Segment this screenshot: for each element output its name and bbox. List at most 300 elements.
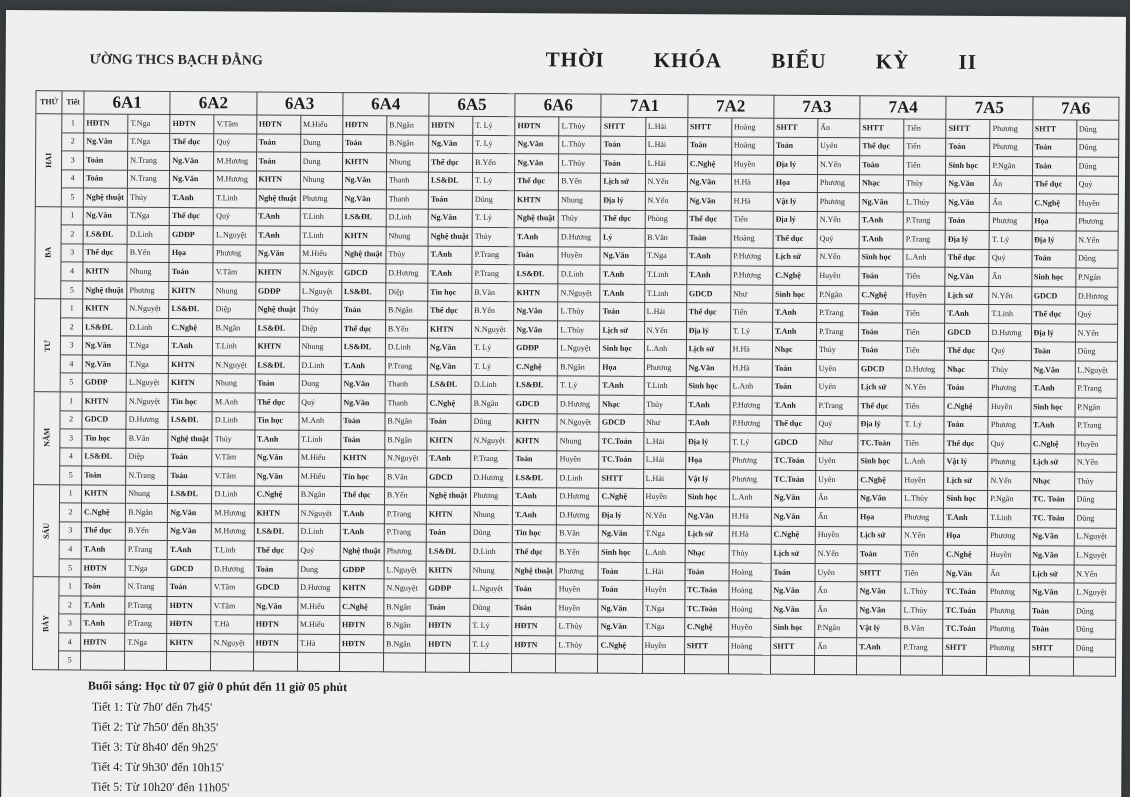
- teacher-cell: T.Nga: [128, 133, 170, 152]
- teacher-cell: Quý: [989, 342, 1031, 361]
- subject-cell: HĐTN: [84, 114, 128, 133]
- teacher-cell: B.Ngân: [126, 503, 168, 522]
- subject-cell: HĐTN: [81, 559, 125, 578]
- subject-cell: Toán: [601, 154, 645, 173]
- teacher-cell: B.Ngân: [558, 358, 600, 377]
- teacher-cell: Phương: [989, 379, 1031, 398]
- subject-cell: Thể dục: [1031, 305, 1075, 324]
- teacher-cell: P.Trang: [471, 450, 513, 469]
- title-word: KỲ: [875, 49, 910, 74]
- subject-cell: Ng.Văn: [341, 394, 385, 413]
- subject-cell: T.Anh: [513, 487, 557, 506]
- title-word: II: [958, 49, 978, 74]
- teacher-cell: M.Hiếu: [300, 245, 342, 264]
- subject-cell: LS&ĐL: [513, 376, 557, 395]
- teacher-cell: T.Linh: [989, 305, 1031, 324]
- teacher-cell: Huyền: [728, 618, 770, 637]
- subject-cell: Thể dục: [944, 434, 988, 453]
- teacher-cell: Nhung: [470, 506, 512, 525]
- subject-cell: [857, 656, 901, 675]
- teacher-cell: M.Hương: [214, 170, 256, 189]
- teacher-cell: Hoàng: [731, 118, 773, 137]
- class-header: 6A4: [343, 93, 429, 117]
- teacher-cell: M.Anh: [212, 393, 254, 412]
- teacher-cell: Diệp: [126, 448, 168, 467]
- teacher-cell: P.Ngân: [815, 619, 857, 638]
- teacher-cell: Quý: [1075, 305, 1117, 324]
- subject-cell: C.Nghệ: [944, 397, 988, 416]
- teacher-cell: Quý: [816, 415, 858, 434]
- teacher-cell: N.Trang: [128, 170, 170, 189]
- subject-cell: HĐTN: [339, 634, 383, 653]
- teacher-cell: H.Hà: [731, 192, 773, 211]
- subject-cell: Thể dục: [512, 543, 556, 562]
- teacher-cell: Phương: [987, 583, 1029, 602]
- teacher-cell: T. Lý: [471, 357, 513, 376]
- subject-cell: Thể dục: [601, 210, 645, 229]
- subject-cell: Lịch sử: [944, 471, 988, 490]
- subject-cell: KHTN: [83, 299, 127, 318]
- teacher-cell: Huyền: [643, 488, 685, 507]
- teacher-cell: D.Linh: [470, 543, 512, 562]
- teacher-cell: Dũng: [471, 413, 513, 432]
- subject-cell: [598, 655, 642, 674]
- subject-cell: KHTN: [514, 191, 558, 210]
- teacher-cell: V.Tâm: [212, 448, 254, 467]
- subject-cell: GDĐP: [169, 226, 213, 245]
- teacher-cell: N.Yến: [645, 173, 687, 192]
- subject-cell: Tin học: [512, 524, 556, 543]
- teacher-cell: L.Hải: [643, 469, 685, 488]
- teacher-cell: B.Ngân: [471, 394, 513, 413]
- teacher-cell: Quý: [299, 393, 341, 412]
- subject-cell: Ng.Văn: [342, 171, 386, 190]
- teacher-cell: P.Trang: [901, 638, 943, 657]
- subject-cell: Địa lý: [858, 415, 902, 434]
- teacher-cell: Thủy: [904, 175, 946, 194]
- teacher-cell: [211, 652, 253, 671]
- teacher-cell: V.Tâm: [212, 467, 254, 486]
- teacher-cell: Phương: [990, 138, 1032, 157]
- subject-cell: Toán: [1031, 249, 1075, 268]
- subject-cell: HĐTN: [429, 116, 473, 135]
- teacher-cell: T.Nga: [126, 355, 168, 374]
- teacher-cell: Dũng: [472, 190, 514, 209]
- teacher-cell: Diệp: [299, 319, 341, 338]
- teacher-cell: Phương: [471, 487, 513, 506]
- teacher-cell: P.Hương: [730, 414, 772, 433]
- teacher-cell: N.Yến: [989, 286, 1031, 305]
- teacher-cell: N.Trang: [125, 578, 167, 597]
- subject-cell: Tin học: [168, 392, 212, 411]
- subject-cell: LS&ĐL: [341, 282, 385, 301]
- subject-cell: Toán: [859, 304, 903, 323]
- subject-cell: Lịch sử: [686, 340, 730, 359]
- subject-cell: [770, 656, 814, 675]
- period-number: 1: [62, 114, 84, 133]
- subject-cell: SHTT: [1032, 120, 1076, 139]
- day-column-header: THỨ: [36, 91, 62, 114]
- teacher-cell: Phương: [556, 562, 598, 581]
- subject-cell: Nghệ thuật: [428, 227, 472, 246]
- subject-cell: C.Nghệ: [859, 285, 903, 304]
- subject-cell: LS&ĐL: [83, 318, 127, 337]
- subject-cell: Họa: [685, 451, 729, 470]
- subject-cell: Toán: [859, 323, 903, 342]
- teacher-cell: Huyền: [557, 450, 599, 469]
- period-number: 4: [61, 262, 83, 281]
- day-label: SÁU: [33, 484, 60, 577]
- subject-cell: Toán: [512, 580, 556, 599]
- teacher-cell: L.Thủy: [901, 601, 943, 620]
- subject-cell: Họa: [944, 527, 988, 546]
- subject-cell: GDCD: [82, 410, 126, 429]
- subject-cell: [943, 657, 987, 676]
- teacher-cell: N.Yến: [815, 545, 857, 564]
- teacher-cell: Thủy: [1074, 472, 1116, 491]
- teacher-cell: Nhung: [127, 262, 169, 281]
- teacher-cell: T.Linh: [212, 541, 254, 560]
- teacher-cell: T.Linh: [298, 430, 340, 449]
- subject-cell: Ng.Văn: [253, 597, 297, 616]
- teacher-cell: Uyên: [818, 137, 860, 156]
- subject-cell: GDCD: [945, 323, 989, 342]
- teacher-cell: D.Linh: [299, 356, 341, 375]
- teacher-cell: P.Trang: [125, 596, 167, 615]
- period-time: Tiết 5: Từ 10h20' đến 11h05': [91, 779, 230, 795]
- teacher-cell: Tiến: [902, 434, 944, 453]
- subject-cell: Nghệ thuật: [83, 188, 127, 207]
- subject-cell: T.Anh: [600, 265, 644, 284]
- teacher-cell: Ấn: [990, 175, 1032, 194]
- subject-cell: C.Nghệ: [81, 503, 125, 522]
- subject-cell: C.Nghệ: [169, 318, 213, 337]
- subject-cell: Ng.Văn: [429, 135, 473, 154]
- teacher-cell: N.Yến: [1076, 231, 1118, 250]
- subject-cell: Sinh học: [944, 490, 988, 509]
- subject-cell: C.Nghệ: [599, 488, 643, 507]
- subject-cell: Toán: [1032, 157, 1076, 176]
- subject-cell: Ng.Văn: [600, 247, 644, 266]
- period-number: 3: [59, 522, 81, 541]
- subject-cell: TC.Toán: [858, 434, 902, 453]
- subject-cell: T.Anh: [686, 396, 730, 415]
- subject-cell: Toán: [82, 466, 126, 485]
- teacher-cell: Phương: [644, 358, 686, 377]
- teacher-cell: N.Nguyệt: [126, 392, 168, 411]
- subject-cell: Toán: [771, 563, 815, 582]
- teacher-cell: B.Vân: [472, 283, 514, 302]
- teacher-cell: L.Thủy: [559, 154, 601, 173]
- subject-cell: T.Anh: [81, 614, 125, 633]
- teacher-cell: N.Nguyệt: [211, 634, 253, 653]
- subject-cell: Ng.Văn: [771, 581, 815, 600]
- subject-cell: [81, 651, 125, 670]
- teacher-cell: B.Yến: [472, 302, 514, 321]
- subject-cell: Ng.Văn: [771, 600, 815, 619]
- subject-cell: T.Anh: [944, 508, 988, 527]
- teacher-cell: D.Linh: [212, 411, 254, 430]
- period-number: 2: [61, 225, 83, 244]
- period-number: 2: [59, 596, 81, 615]
- teacher-cell: [642, 655, 684, 674]
- subject-cell: KHTN: [256, 171, 300, 190]
- period-number: 4: [60, 447, 82, 466]
- subject-cell: Nghệ thuật: [342, 245, 386, 264]
- teacher-cell: D.Linh: [127, 318, 169, 337]
- teacher-cell: P.Hương: [731, 248, 773, 267]
- subject-cell: T.Anh: [1031, 379, 1075, 398]
- teacher-cell: B.Ngân: [387, 116, 429, 135]
- teacher-cell: M.Hương: [212, 522, 254, 541]
- subject-cell: T.Anh: [857, 638, 901, 657]
- subject-cell: Toán: [168, 467, 212, 486]
- day-label: TƯ: [34, 299, 61, 392]
- subject-cell: C.Nghệ: [773, 266, 817, 285]
- subject-cell: Ng.Văn: [1030, 527, 1074, 546]
- subject-cell: Toán: [84, 151, 128, 170]
- subject-cell: T.Anh: [686, 414, 730, 433]
- teacher-cell: Như: [730, 285, 772, 304]
- teacher-cell: Dũng: [1076, 157, 1118, 176]
- teacher-cell: N.Nguyệt: [127, 300, 169, 319]
- subject-cell: Thể dục: [860, 137, 904, 156]
- teacher-cell: Tiến: [902, 397, 944, 416]
- teacher-cell: D.Hương: [558, 228, 600, 247]
- teacher-cell: Huyền: [558, 247, 600, 266]
- teacher-cell: T. Lý: [472, 209, 514, 228]
- teacher-cell: Thủy: [299, 301, 341, 320]
- teacher-cell: Phương: [213, 244, 255, 263]
- teacher-cell: D.Hương: [557, 506, 599, 525]
- teacher-cell: L.Thủy: [559, 117, 601, 136]
- teacher-cell: N.Yến: [988, 472, 1030, 491]
- class-header: 6A5: [429, 93, 515, 117]
- teacher-cell: Dung: [300, 134, 342, 153]
- teacher-cell: B.Yến: [556, 543, 598, 562]
- subject-cell: Nhạc: [945, 360, 989, 379]
- subject-cell: Toán: [859, 267, 903, 286]
- period-number: 1: [60, 392, 82, 411]
- subject-cell: Địa lý: [945, 230, 989, 249]
- teacher-cell: Ấn: [815, 508, 857, 527]
- teacher-cell: T. Lý: [472, 172, 514, 191]
- subject-cell: LS&ĐL: [427, 376, 471, 395]
- teacher-cell: N.Nguyệt: [471, 431, 513, 450]
- subject-cell: Ng.Văn: [945, 267, 989, 286]
- timetable: [32, 90, 1120, 677]
- teacher-cell: D.Hương: [1075, 287, 1117, 306]
- teacher-cell: M.Anh: [299, 412, 341, 431]
- period-time: Tiết 2: Từ 7h50' đến 8h35': [91, 719, 219, 735]
- teacher-cell: N.Nguyệt: [298, 504, 340, 523]
- teacher-cell: D.Hương: [902, 360, 944, 379]
- subject-cell: KHTN: [83, 262, 127, 281]
- teacher-cell: Quý: [988, 435, 1030, 454]
- teacher-cell: T.Nga: [642, 618, 684, 637]
- page-title: [546, 47, 1026, 75]
- subject-cell: Họa: [1032, 212, 1076, 231]
- teacher-cell: N.Yến: [1074, 454, 1116, 473]
- teacher-cell: P.Ngân: [1075, 268, 1117, 287]
- subject-cell: KHTN: [254, 504, 298, 523]
- subject-cell: LS&ĐL: [254, 523, 298, 542]
- teacher-cell: D.Hương: [989, 323, 1031, 342]
- teacher-cell: Hoàng: [729, 563, 771, 582]
- teacher-cell: Phương: [1076, 213, 1118, 232]
- teacher-cell: L.Nguyệt: [1074, 546, 1116, 565]
- subject-cell: Thể dục: [81, 522, 125, 541]
- day-label: BA: [35, 206, 62, 299]
- period-number: 2: [61, 318, 83, 337]
- subject-cell: T.Anh: [428, 264, 472, 283]
- period-number: 4: [61, 169, 83, 188]
- subject-cell: Sinh học: [1031, 398, 1075, 417]
- teacher-cell: Phương: [127, 281, 169, 300]
- period-number: 1: [61, 206, 83, 225]
- subject-cell: T.Anh: [600, 284, 644, 303]
- teacher-cell: L.Thủy: [901, 582, 943, 601]
- teacher-cell: Huyền: [556, 580, 598, 599]
- teacher-cell: M.Hương: [212, 504, 254, 523]
- subject-cell: Ng.Văn: [946, 175, 990, 194]
- teacher-cell: N.Yến: [645, 192, 687, 211]
- subject-cell: Ng.Văn: [84, 133, 128, 152]
- subject-cell: Toán: [598, 562, 642, 581]
- day-label: NĂM: [34, 392, 61, 485]
- subject-cell: Thể dục: [515, 172, 559, 191]
- subject-cell: Sinh học: [773, 285, 817, 304]
- teacher-cell: Dung: [298, 560, 340, 579]
- subject-cell: Tin học: [428, 283, 472, 302]
- teacher-cell: Phương: [987, 601, 1029, 620]
- teacher-cell: B.Ngân: [384, 616, 426, 635]
- teacher-cell: Phương: [990, 120, 1032, 139]
- teacher-cell: T.Nga: [127, 337, 169, 356]
- teacher-cell: M.Hiếu: [297, 616, 339, 635]
- teacher-cell: H.Hà: [731, 174, 773, 193]
- teacher-cell: Thủy: [386, 246, 428, 265]
- teacher-cell: Phương: [817, 193, 859, 212]
- teacher-cell: L.Nguyệt: [1074, 528, 1116, 547]
- teacher-cell: D.Linh: [385, 338, 427, 357]
- subject-cell: KHTN: [169, 355, 213, 374]
- teacher-cell: Nhung: [386, 227, 428, 246]
- teacher-cell: L.Nguyệt: [1075, 361, 1117, 380]
- teacher-cell: T.Linh: [644, 284, 686, 303]
- subject-cell: T.Anh: [772, 304, 816, 323]
- teacher-cell: Quý: [1076, 176, 1118, 195]
- teacher-cell: Dũng: [1073, 602, 1115, 621]
- teacher-cell: T. Lý: [989, 231, 1031, 250]
- teacher-cell: N.Trang: [128, 151, 170, 170]
- subject-cell: T.Anh: [170, 189, 214, 208]
- period-number: 5: [59, 559, 81, 578]
- teacher-cell: L.Thủy: [556, 636, 598, 655]
- teacher-cell: Dũng: [470, 524, 512, 543]
- subject-cell: Thể dục: [945, 342, 989, 361]
- teacher-cell: Phương: [384, 542, 426, 561]
- teacher-cell: L.Anh: [644, 340, 686, 359]
- subject-cell: KHTN: [426, 505, 470, 524]
- subject-cell: TC. Toán: [1030, 509, 1074, 528]
- teacher-cell: L.Thủy: [559, 135, 601, 154]
- teacher-cell: Tiến: [904, 119, 946, 138]
- teacher-cell: P.Hương: [730, 396, 772, 415]
- teacher-cell: Tiến: [904, 156, 946, 175]
- subject-cell: Sinh học: [685, 488, 729, 507]
- subject-cell: LS&ĐL: [342, 208, 386, 227]
- teacher-cell: Hoàng: [729, 600, 771, 619]
- subject-cell: Ng.Văn: [515, 135, 559, 154]
- teacher-cell: N.Nguyệt: [299, 264, 341, 283]
- subject-cell: LS&ĐL: [514, 265, 558, 284]
- teacher-cell: B.Yến: [127, 244, 169, 263]
- teacher-cell: L.Hải: [645, 136, 687, 155]
- teacher-cell: [1073, 657, 1115, 676]
- teacher-cell: N.Nguyệt: [472, 320, 514, 339]
- subject-cell: GDĐP: [514, 339, 558, 358]
- teacher-cell: Thủy: [472, 228, 514, 247]
- subject-cell: Lịch sử: [945, 286, 989, 305]
- subject-cell: Toán: [254, 560, 298, 579]
- subject-cell: Ng.Văn: [598, 599, 642, 618]
- teacher-cell: Nhung: [126, 485, 168, 504]
- teacher-cell: Huyền: [1076, 194, 1118, 213]
- subject-cell: Nhạc: [772, 341, 816, 360]
- teacher-cell: Thủy: [212, 430, 254, 449]
- teacher-cell: Tiến: [731, 211, 773, 230]
- subject-cell: Sinh học: [686, 377, 730, 396]
- teacher-cell: N.Yến: [902, 378, 944, 397]
- teacher-cell: Diệp: [386, 283, 428, 302]
- teacher-cell: D.Linh: [127, 225, 169, 244]
- teacher-cell: T. Lý: [473, 135, 515, 154]
- subject-cell: Toán: [685, 562, 729, 581]
- teacher-cell: Phương: [300, 189, 342, 208]
- subject-cell: [253, 652, 297, 671]
- subject-cell: LS&ĐL: [168, 485, 212, 504]
- subject-cell: Ng.Văn: [1029, 583, 1073, 602]
- subject-cell: T.Anh: [513, 506, 557, 525]
- subject-cell: Toán: [1029, 620, 1073, 639]
- subject-cell: Ng.Văn: [427, 338, 471, 357]
- subject-cell: T.Anh: [254, 430, 298, 449]
- teacher-cell: T.Linh: [300, 208, 342, 227]
- period-number: 3: [62, 151, 84, 170]
- teacher-cell: T.Hà: [211, 615, 253, 634]
- subject-cell: Ng.Văn: [254, 467, 298, 486]
- subject-cell: T.Anh: [1030, 416, 1074, 435]
- subject-cell: T.Anh: [687, 247, 731, 266]
- teacher-cell: L.Thủy: [558, 302, 600, 321]
- teacher-cell: Như: [643, 414, 685, 433]
- subject-cell: HĐTN: [167, 596, 211, 615]
- teacher-cell: N.Yến: [817, 211, 859, 230]
- subject-cell: C.Nghệ: [858, 471, 902, 490]
- subject-cell: KHTN: [82, 392, 126, 411]
- teacher-cell: M.Hương: [214, 152, 256, 171]
- teacher-cell: L.Anh: [903, 249, 945, 268]
- subject-cell: Thể dục: [858, 397, 902, 416]
- teacher-cell: B.Ngân: [387, 134, 429, 153]
- teacher-cell: [297, 653, 339, 672]
- teacher-cell: T.Nga: [127, 207, 169, 226]
- subject-cell: GDĐP: [426, 579, 470, 598]
- subject-cell: T.Anh: [514, 228, 558, 247]
- teacher-cell: V.Tâm: [211, 597, 253, 616]
- subject-cell: HĐTN: [426, 635, 470, 654]
